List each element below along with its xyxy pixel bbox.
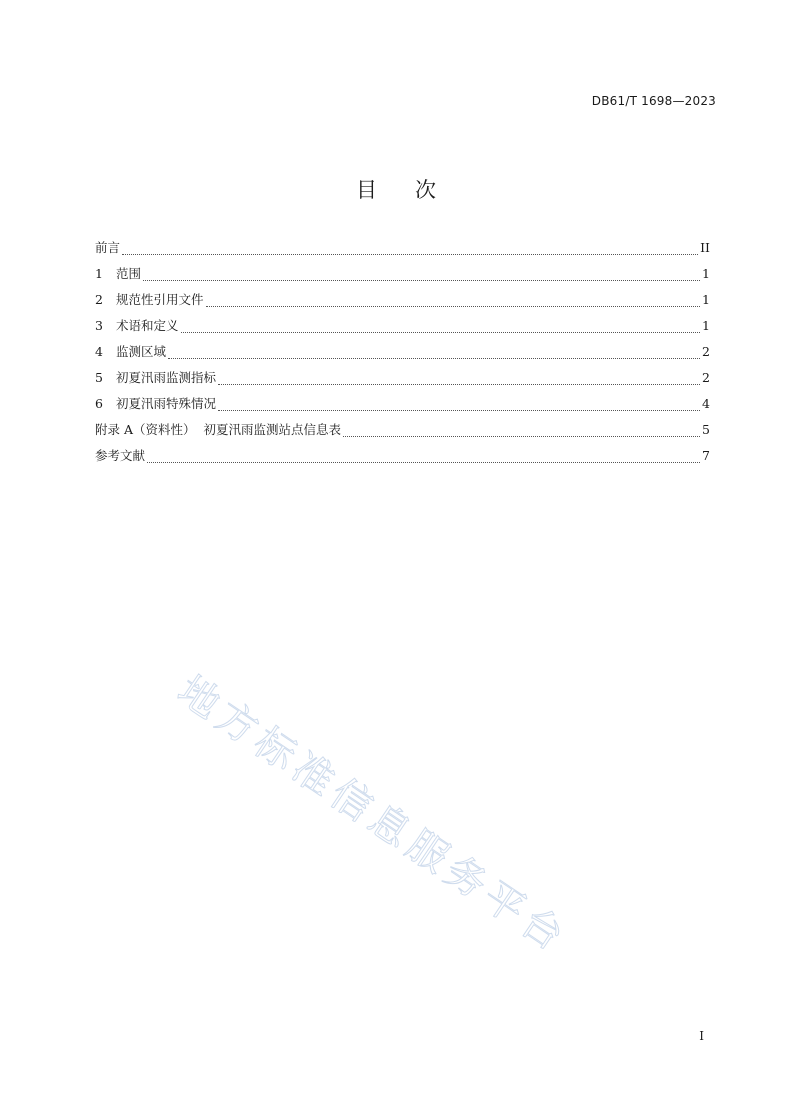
standard-code: DB61/T 1698—2023: [591, 94, 716, 108]
toc-leader-dots: [122, 254, 698, 255]
toc-entry-label: 范围: [116, 266, 142, 281]
toc-entry-normative-references[interactable]: [95, 290, 710, 316]
toc-entry-number: 5: [95, 370, 103, 385]
toc-entry-page: 4: [702, 396, 710, 411]
toc-entry-label: 参考文献: [95, 448, 146, 463]
toc-entry-page: 1: [702, 292, 710, 307]
toc-entry-appendix-a[interactable]: [95, 420, 710, 446]
toc-entry-terms-definitions[interactable]: [95, 316, 710, 342]
toc-entry-label: 前言: [95, 240, 121, 255]
toc-entry-number: 1: [95, 266, 103, 281]
toc-leader-dots: [218, 384, 700, 385]
toc-entry-scope[interactable]: [95, 264, 710, 290]
toc-entry-monitoring-area[interactable]: [95, 342, 710, 368]
toc-entry-label: 初夏汛雨特殊情况: [116, 396, 217, 411]
toc-entry-monitoring-indicators[interactable]: [95, 368, 710, 394]
toc-entry-page: 7: [702, 448, 710, 463]
toc-entry-number: 3: [95, 318, 103, 333]
toc-leader-dots: [343, 436, 700, 437]
toc-entry-special-cases[interactable]: [95, 394, 710, 420]
toc-leader-dots: [181, 332, 700, 333]
toc-entry-label: 初夏汛雨监测指标: [116, 370, 217, 385]
toc-leader-dots: [206, 306, 700, 307]
toc-leader-dots: [143, 280, 700, 281]
toc-entry-page: II: [700, 240, 710, 255]
toc-entry-page: 1: [702, 266, 710, 281]
toc-entry-label: 规范性引用文件: [116, 292, 204, 307]
toc-leader-dots: [168, 358, 700, 359]
toc-entry-number: 4: [95, 344, 103, 359]
toc-entry-page: 5: [702, 422, 710, 437]
page-title: 目次: [356, 178, 474, 202]
toc-entry-bibliography[interactable]: [95, 446, 710, 472]
toc-entry-foreword[interactable]: [95, 238, 710, 264]
toc-leader-dots: [147, 462, 700, 463]
toc-leader-dots: [218, 410, 700, 411]
watermark: 地方标准信息服务平台: [169, 667, 577, 963]
page-number: I: [699, 1029, 704, 1043]
table-of-contents: [95, 238, 710, 472]
toc-entry-label: 术语和定义: [116, 318, 179, 333]
toc-entry-page: 1: [702, 318, 710, 333]
toc-entry-label: 附录 A（资料性） 初夏汛雨监测站点信息表: [95, 422, 341, 437]
toc-entry-number: 6: [95, 396, 103, 411]
toc-entry-number: 2: [95, 292, 103, 307]
toc-entry-label: 监测区域: [116, 344, 167, 359]
toc-entry-page: 2: [702, 344, 710, 359]
toc-entry-page: 2: [702, 370, 710, 385]
